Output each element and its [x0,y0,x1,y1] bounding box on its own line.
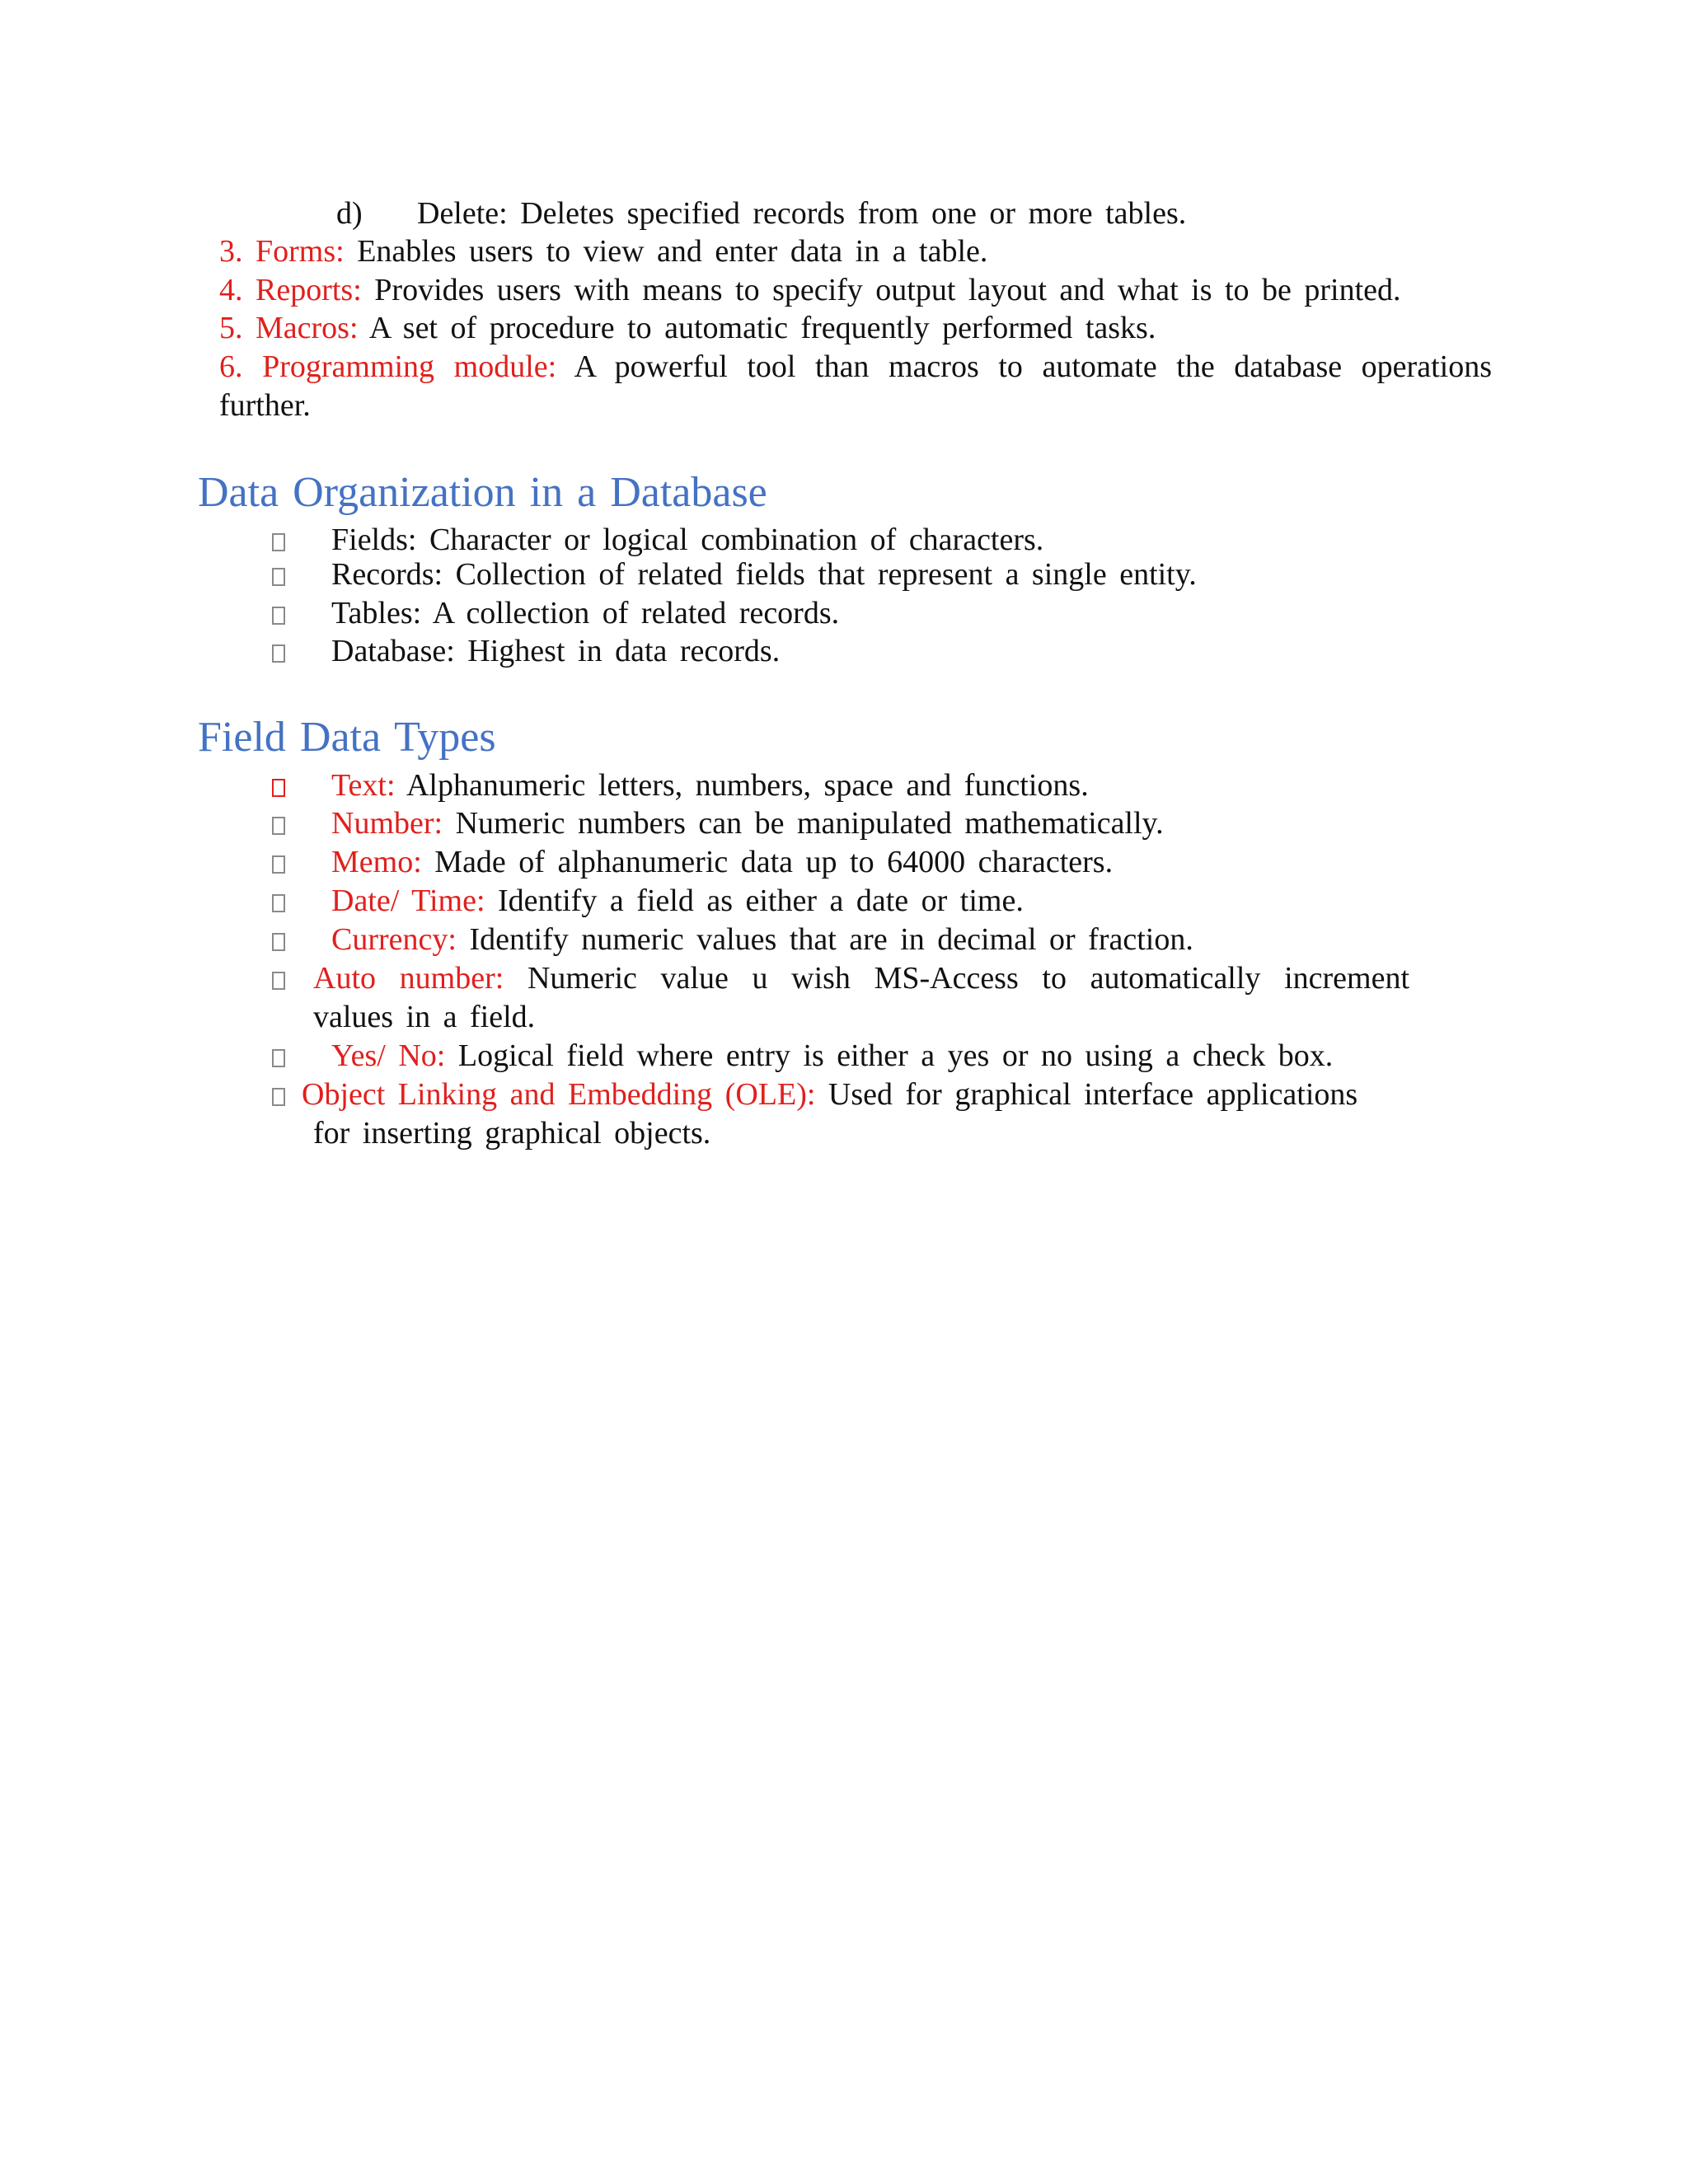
bullet-box-icon [272,568,285,586]
org-item-database [272,632,285,670]
org-item-fields-text: Fields: Character or logical combination of characters. [331,523,1044,557]
reports-label: 4. Reports: [219,273,362,307]
forms-text: Enables users to view and enter data in a table. [344,234,988,269]
type-item-autonumber-continuation: values in a field. [313,1000,536,1034]
type-item-datetime [331,882,1024,920]
type-text: Identify a field as either a date or time. [485,883,1024,918]
section-heading-data-organization: Data Organization in a Database [198,469,767,516]
programming-text: A powerful tool than macros to automate the database operations [556,349,1492,384]
type-item-yesno [331,1037,1333,1075]
bullet-box-icon [272,972,285,990]
type-label: Date/ Time: [331,883,485,918]
bullet-box-icon [272,855,285,874]
type-item-memo [331,843,1113,881]
bullet-box-icon [272,779,285,797]
type-item-ole-bullet [272,1076,285,1113]
type-label: Yes/ No: [331,1038,446,1073]
type-item-ole-continuation: for inserting graphical objects. [313,1116,711,1151]
bullet-box-icon [272,533,285,551]
type-text: Identify numeric values that are in decimal or fraction. [456,922,1193,957]
type-item-number [331,804,1164,842]
org-item-fields [272,521,285,559]
org-item-tables [272,594,285,632]
type-item-text [331,766,1089,804]
type-label: Text: [331,768,396,803]
type-item-text-bullet [272,766,285,804]
bullet-box-icon [272,607,285,625]
list-item-programming [219,348,1492,386]
type-item-currency [331,921,1193,958]
bullet-box-icon [272,1088,285,1106]
bullet-box-icon [272,644,285,663]
type-item-memo-bullet [272,843,285,881]
type-text: Alphanumeric letters, numbers, space and functions. [395,768,1089,803]
type-text: Made of alphanumeric data up to 64000 characters. [421,845,1114,879]
macros-text: A set of procedure to automatic frequently performed tasks. [358,311,1156,345]
type-item-autonumber-bullet [272,959,285,997]
type-item-datetime-bullet [272,882,285,920]
type-item-yesno-bullet [272,1037,285,1075]
list-item-delete-marker: d) [336,196,363,231]
type-item-currency-bullet [272,921,285,958]
org-item-tables-text: Tables: A collection of related records. [331,596,840,630]
list-item-reports [219,271,1401,309]
section-heading-field-data-types: Field Data Types [198,714,496,761]
type-label: Currency: [331,922,457,957]
type-label: Memo: [331,845,422,879]
type-label: Object Linking and Embedding (OLE): [302,1077,816,1112]
list-item-delete: Delete: Deletes specified records from one or more tables. [417,196,1187,231]
org-item-records-text: Records: Collection of related fields that represent a single entity. [331,557,1197,592]
org-item-database-text: Database: Highest in data records. [331,634,781,668]
list-item-forms [219,232,987,270]
programming-label: 6. Programming module: [219,349,557,384]
bullet-box-icon [272,817,285,835]
type-item-number-bullet [272,804,285,842]
type-label: Number: [331,806,443,841]
forms-label: 3. Forms: [219,234,345,269]
type-item-autonumber [313,959,1409,997]
bullet-box-icon [272,894,285,912]
type-text: Numeric value u wish MS-Access to automatically increment [504,961,1410,996]
type-text: Numeric numbers can be manipulated mathematically. [443,806,1164,841]
programming-continuation: further. [219,388,311,423]
bullet-box-icon [272,933,285,951]
bullet-box-icon [272,1049,285,1067]
type-text: Used for graphical interface applications [815,1077,1358,1112]
macros-label: 5. Macros: [219,311,359,345]
org-item-records [272,555,285,593]
type-text: Logical field where entry is either a yes or no using a check box. [445,1038,1334,1073]
list-item-macros [219,309,1156,347]
reports-text: Provides users with means to specify output layout and what is to be printed. [361,273,1401,307]
type-item-ole [302,1076,1357,1113]
type-label: Auto number: [313,961,504,996]
